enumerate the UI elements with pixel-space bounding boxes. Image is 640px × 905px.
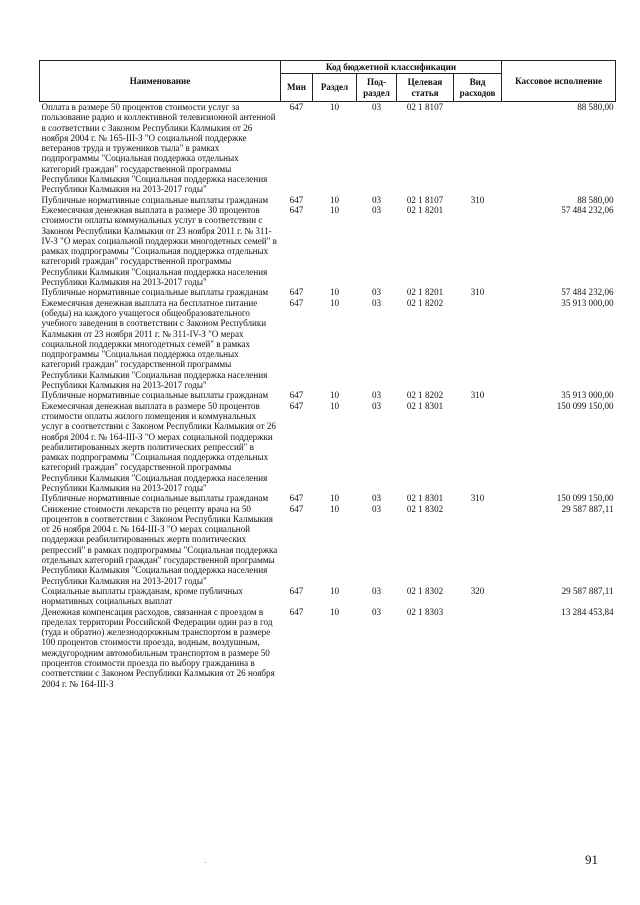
row-name: Денежная компенсация расходов, связанная с проездом в пределах территории Российской Федерации один раз в год (туда и обратно) железнодорожным транспортом в размере 100 процентов стоимости проезда, водным, воздушным, междугородним автомобильным транспортом в размере 50 процентов стоимости проезда по выбору гражданина в соответствии с Законом Республики Калмыкия от 26 ноября 2004 г. № 164-III-З <box>41 606 275 689</box>
row-amount: 35 913 000,00 <box>561 390 614 401</box>
row-podrazdel: 03 <box>371 585 382 596</box>
row-razdel: 10 <box>329 287 340 298</box>
table-row <box>40 195 616 205</box>
row-min: 647 <box>289 585 304 596</box>
row-vid: 320 <box>470 585 485 596</box>
header-kass: Кассовое исполнение <box>502 61 616 102</box>
row-cs: 02 1 8303 <box>406 606 444 617</box>
header-podrazdel: Под-раздел <box>357 74 397 102</box>
row-podrazdel: 03 <box>371 493 382 504</box>
row-vid <box>454 102 502 195</box>
row-cs: 02 1 8107 <box>406 194 444 205</box>
row-min: 647 <box>289 194 304 205</box>
row-cs: 02 1 8201 <box>406 287 444 298</box>
row-cs: 02 1 8301 <box>406 400 444 411</box>
row-name: Социальные выплаты гражданам, кроме публичных нормативных социальных выплат <box>41 585 243 607</box>
row-razdel: 10 <box>329 102 340 112</box>
header-vid: Вид расходов <box>454 74 502 102</box>
row-amount: 35 913 000,00 <box>561 297 614 308</box>
row-name: Публичные нормативные социальные выплаты гражданам <box>41 194 269 205</box>
header-kbk: Код бюджетной классификации <box>281 61 502 74</box>
row-cs: 02 1 8202 <box>406 390 444 401</box>
table-row <box>40 607 616 689</box>
table-row <box>40 586 616 607</box>
row-cs: 02 1 8302 <box>406 585 444 596</box>
row-amount: 57 484 232,06 <box>561 287 614 298</box>
row-vid: 310 <box>470 287 485 298</box>
row-vid: 310 <box>470 390 485 401</box>
table-body <box>40 102 616 689</box>
table-row <box>40 205 616 287</box>
row-min: 647 <box>289 287 304 298</box>
row-vid <box>454 205 502 287</box>
row-razdel: 10 <box>329 390 340 401</box>
row-name: Оплата в размере 50 процентов стоимости услуг за пользование радио и коллективной телевизионной антенной в соответствии с Законом Республики Калмыкия от 26 ноября 2004 г. № 165-III-З "О социальной поддержке ветеранов труда и тружеников тыла" в рамках подпрограммы "Социальная поддержка отдельных категорий граждан" государственной программы Республики Калмыкия "Социальная поддержка населения Республики Калмыкия на 2013-2017 годы" <box>41 102 276 195</box>
table-row <box>40 504 616 586</box>
row-min: 647 <box>289 297 304 308</box>
row-min: 647 <box>289 102 304 112</box>
row-vid: 310 <box>470 493 485 504</box>
row-min: 647 <box>289 390 304 401</box>
header-razdel: Раздел <box>313 74 357 102</box>
row-min: 647 <box>289 493 304 504</box>
row-min: 647 <box>289 204 304 215</box>
row-razdel: 10 <box>329 503 340 514</box>
table-row <box>40 102 616 195</box>
table-row <box>40 287 616 297</box>
row-name: Публичные нормативные социальные выплаты гражданам <box>41 390 269 401</box>
row-name: Ежемесячная денежная выплата в размере 50 процентов стоимости оплаты жилого помещения и коммунальных услуг в соответствии с Законом Республики Калмыкия от 26 ноября 2004 г. № 164-III-З "О мерах социальной поддержки реабилитированных жертв политических репрессий" в рамках подпрограммы "Социальная поддержка отдельных категорий граждан" государственной программы Республики Калмыкия "Социальная поддержка населения Республики Калмыкия на 2013-2017 годы" <box>41 400 276 493</box>
table-row <box>40 298 616 391</box>
table-row <box>40 493 616 503</box>
row-name: Ежемесячная денежная выплата в размере 30 процентов стоимости оплаты коммунальных услуг в соответствии с Законом Республики Калмыкия от 23 ноября 2011 г. № 311-IV-З "О мерах социальной поддержки многодетных семей" в рамках подпрограммы "Социальная поддержка отдельных категорий граждан" государственной программы Республики Калмыкия "Социальная поддержка населения Республики Калмыкия на 2013-2017 годы" <box>41 204 277 288</box>
budget-table <box>39 60 616 689</box>
row-razdel: 10 <box>329 585 340 596</box>
row-cs: 02 1 8107 <box>406 102 444 112</box>
row-name: Публичные нормативные социальные выплаты гражданам <box>41 493 269 504</box>
row-name: Снижение стоимости лекарств по рецепту врача на 50 процентов в соответствии с Законом Республики Калмыкия от 26 ноября 2004 г. № 164-III-З "О мерах социальной поддержки реабилитированных жертв политических репрессий" в рамках подпрограммы "Социальная поддержка отдельных категорий граждан" государственной программы Республики Калмыкия "Социальная поддержка населения Республики Калмыкия на 2013-2017 годы" <box>41 503 278 586</box>
row-amount: 88 580,00 <box>577 102 614 112</box>
header-cs: Целевая статья <box>397 74 454 102</box>
table-header <box>40 61 616 102</box>
row-podrazdel: 03 <box>371 297 382 308</box>
row-amount: 29 587 887,11 <box>561 503 614 514</box>
row-razdel: 10 <box>329 194 340 205</box>
row-podrazdel: 03 <box>371 102 382 112</box>
row-razdel: 10 <box>329 493 340 504</box>
row-amount: 29 587 887,11 <box>561 585 614 596</box>
header-min: Мин <box>281 74 313 102</box>
row-name: Публичные нормативные социальные выплаты гражданам <box>41 287 269 298</box>
row-vid <box>454 298 502 391</box>
row-razdel: 10 <box>329 400 340 411</box>
row-podrazdel: 03 <box>371 400 382 411</box>
row-vid <box>454 607 502 689</box>
row-name: Ежемесячная денежная выплата на бесплатное питание (обеды) на каждого учащегося общеобразовательного учебного заведения в соответствии с Законом Республики Калмыкия от 23 ноября 2011 г. № 311-IV-З "О мерах социальной поддержки многодетных семей" в рамках подпрограммы "Социальная поддержка отдельных категорий граждан" государственной программы Республики Калмыкия "Социальная поддержка населения Республики Калмыкия на 2013-2017 годы" <box>41 297 268 391</box>
row-cs: 02 1 8202 <box>406 297 444 308</box>
row-razdel: 10 <box>329 204 340 215</box>
row-podrazdel: 03 <box>371 194 382 205</box>
table-row <box>40 401 616 494</box>
row-vid <box>454 401 502 494</box>
row-podrazdel: 03 <box>371 390 382 401</box>
header-name: Наименование <box>40 61 281 102</box>
page-number: 91 <box>585 852 598 867</box>
row-amount: 57 484 232,06 <box>561 204 614 215</box>
row-cs: 02 1 8301 <box>406 493 444 504</box>
row-amount: 150 099 150,00 <box>556 493 614 504</box>
row-razdel: 10 <box>329 297 340 308</box>
row-min: 647 <box>289 606 304 617</box>
row-amount: 88 580,00 <box>577 194 614 205</box>
row-podrazdel: 03 <box>371 287 382 298</box>
row-vid: 310 <box>470 194 485 205</box>
row-cs: 02 1 8201 <box>406 204 444 215</box>
row-min: 647 <box>289 400 304 411</box>
row-min: 647 <box>289 503 304 514</box>
row-podrazdel: 03 <box>371 204 382 215</box>
row-amount: 13 284 453,84 <box>561 606 614 617</box>
table-row <box>40 390 616 400</box>
row-amount: 150 099 150,00 <box>556 400 614 411</box>
row-cs: 02 1 8302 <box>406 503 444 514</box>
row-podrazdel: 03 <box>371 606 382 617</box>
row-vid <box>454 504 502 586</box>
row-podrazdel: 03 <box>371 503 382 514</box>
scan-speck <box>205 862 206 863</box>
row-razdel: 10 <box>329 606 340 617</box>
